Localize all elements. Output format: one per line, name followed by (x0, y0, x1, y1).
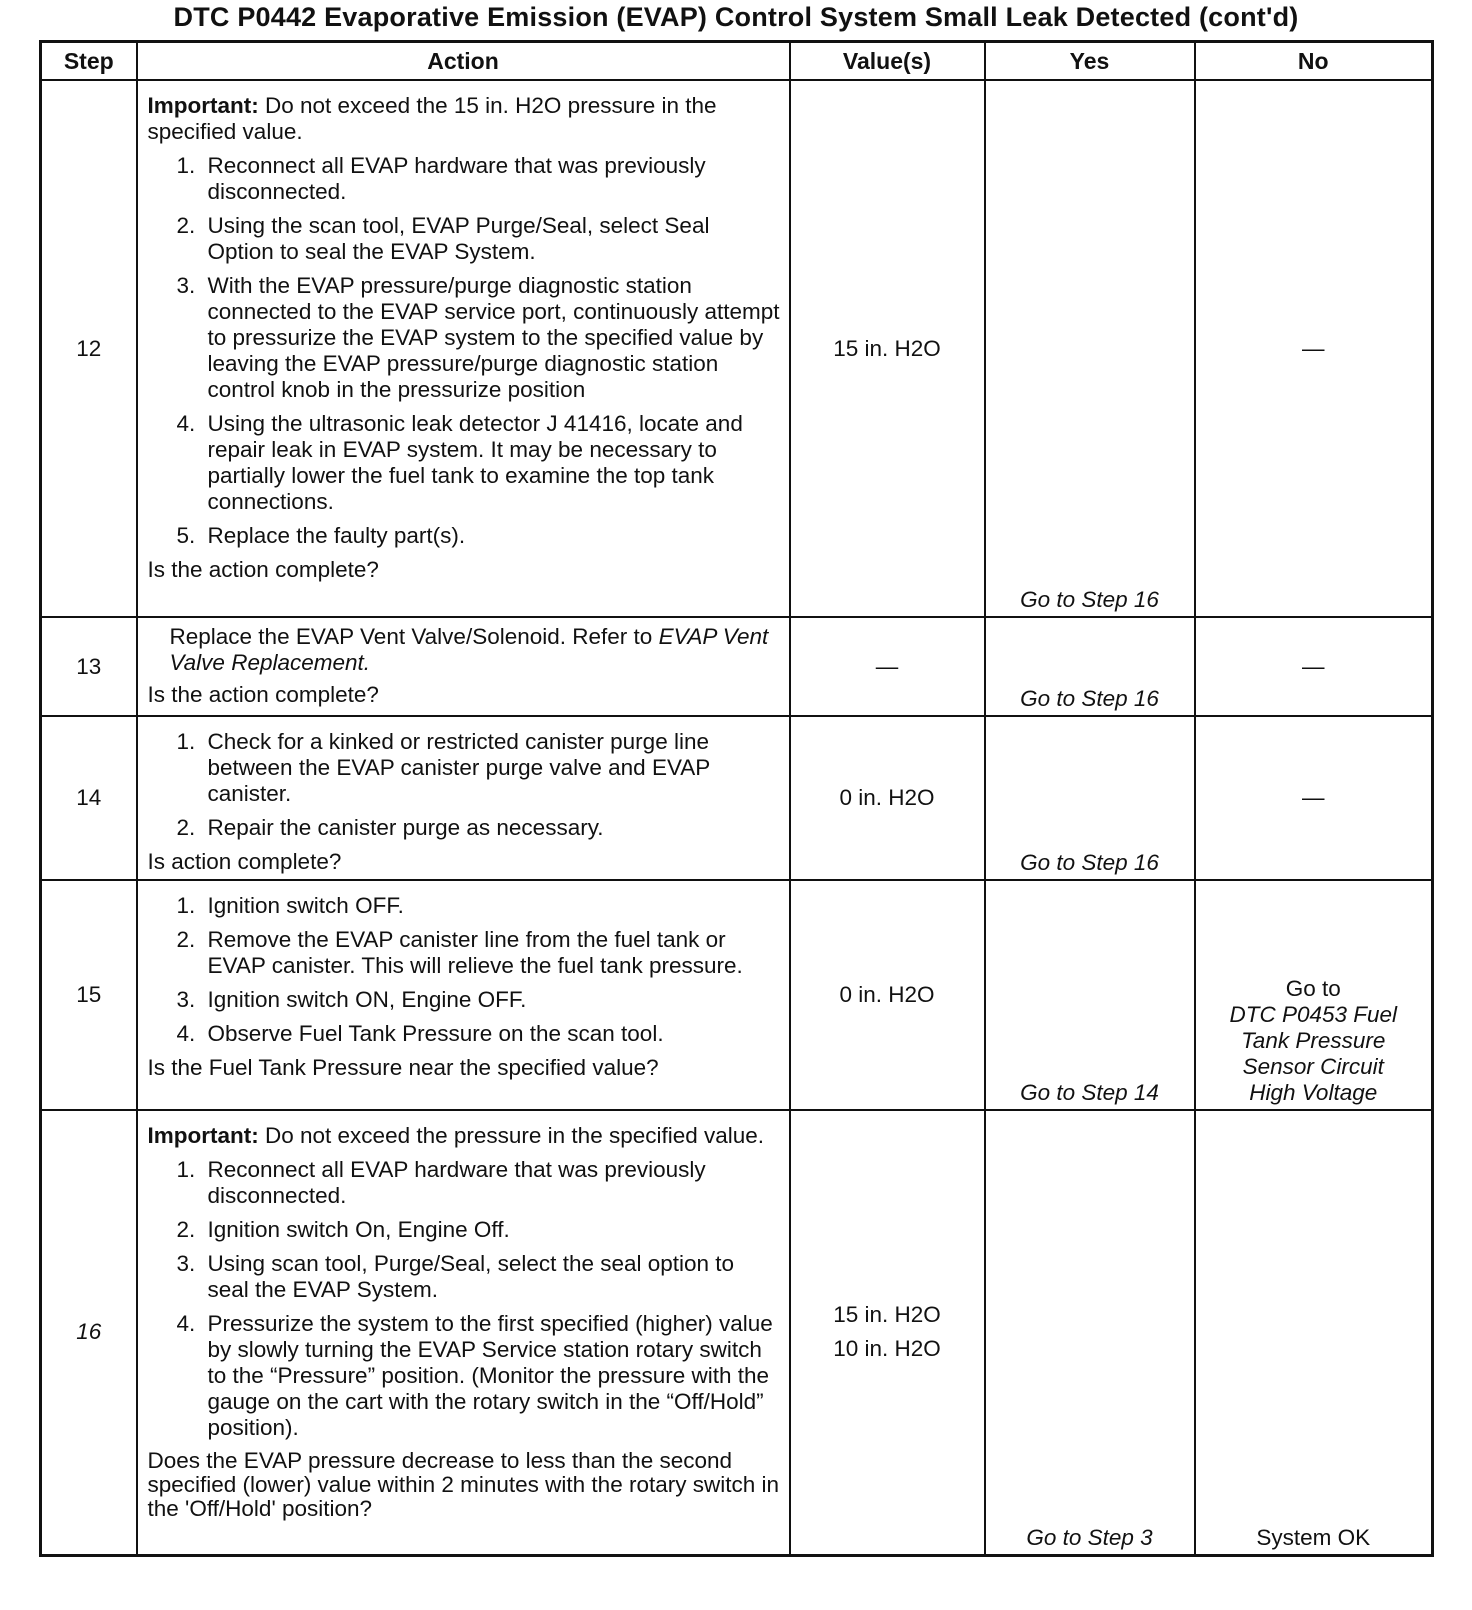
step-number: 15 (41, 880, 137, 1110)
list-item: 3. Using scan tool, Purge/Seal, select the seal option to seal the EVAP System. (202, 1251, 781, 1303)
step-number: 12 (41, 80, 137, 617)
no-cell: — (1195, 80, 1433, 617)
header-no: No (1195, 42, 1433, 81)
no-cell-dtc-line: High Voltage (1249, 1080, 1378, 1105)
no-cell-reference (1196, 976, 1432, 1106)
header-action: Action (137, 42, 790, 81)
action-steps-list (148, 153, 781, 549)
action-steps-list (148, 1157, 781, 1441)
important-label: Important: (147, 1123, 259, 1148)
no-cell: System OK (1195, 1110, 1433, 1555)
action-steps-list (148, 729, 781, 841)
yes-cell: Go to Step 16 (985, 617, 1195, 716)
action-question: Is the action complete? (147, 682, 379, 707)
table-header-row (41, 42, 1433, 81)
no-cell-goto: Go to (1285, 976, 1341, 1001)
table-row (41, 1110, 1433, 1555)
no-cell: — (1195, 617, 1433, 716)
list-item: 2. Using the scan tool, EVAP Purge/Seal, select Seal Option to seal the EVAP System. (202, 213, 781, 265)
list-item: 2. Remove the EVAP canister line from the fuel tank or EVAP canister. This will relieve the fuel tank pressure. (202, 927, 781, 979)
value-cell: 15 in. H2O (790, 80, 985, 617)
important-label: Important: (147, 93, 259, 118)
value-cell: — (790, 617, 985, 716)
important-text: Do not exceed the pressure in the specified value. (258, 1123, 765, 1148)
action-question: Is action complete? (147, 849, 342, 874)
yes-cell: Go to Step 16 (985, 80, 1195, 617)
important-text: Do not exceed the 15 in. H2O pressure in the specified value. (147, 93, 717, 144)
header-yes: Yes (985, 42, 1195, 81)
important-note (148, 93, 781, 145)
list-item: 1. Reconnect all EVAP hardware that was previously disconnected. (202, 1157, 781, 1209)
action-question: Is the action complete? (147, 557, 379, 582)
header-values: Value(s) (790, 42, 985, 81)
list-item: 3. With the EVAP pressure/purge diagnostic station connected to the EVAP service port, continuously attempt to pressurize the EVAP system to the specified value by leaving the EVAP pressure/purge diagnostic station control knob in the pressurize position (202, 273, 781, 403)
action-cell (137, 880, 790, 1110)
header-step: Step (41, 42, 137, 81)
list-item: 4. Pressurize the system to the first specified (higher) value by slowly turning the EVAP Service station rotary switch to the “Pressure” position. (Monitor the pressure with the gauge on the cart with the rotary switch in the “Off/Hold” position). (202, 1311, 781, 1441)
step-number: 14 (41, 716, 137, 880)
list-item: 1. Ignition switch OFF. (202, 893, 781, 919)
no-cell-dtc-line: Tank Pressure (1241, 1028, 1386, 1053)
action-cell (137, 716, 790, 880)
value-cell (790, 1110, 985, 1555)
action-question: Is the Fuel Tank Pressure near the specified value? (147, 1055, 659, 1080)
action-cell (137, 80, 790, 617)
action-cell (137, 617, 790, 716)
value-second-specified: 10 in. H2O (833, 1336, 941, 1362)
list-item: 3. Ignition switch ON, Engine OFF. (202, 987, 781, 1013)
step-number: 13 (41, 617, 137, 716)
table-row (41, 80, 1433, 617)
no-cell: — (1195, 716, 1433, 880)
value-cell: 0 in. H2O (790, 716, 985, 880)
list-item: 1. Check for a kinked or restricted canister purge line between the EVAP canister purge valve and EVAP canister. (202, 729, 781, 807)
list-item: 1. Reconnect all EVAP hardware that was previously disconnected. (202, 153, 781, 205)
action-text-plain: Replace the EVAP Vent Valve/Solenoid. Refer to (169, 624, 659, 649)
action-question: Does the EVAP pressure decrease to less than the second specified (lower) value within 2 minutes with the rotary switch in the 'Off/Hold' position? (147, 1448, 780, 1521)
step-number: 16 (41, 1110, 137, 1555)
yes-cell: Go to Step 16 (985, 716, 1195, 880)
list-item: 4. Using the ultrasonic leak detector J 41416, locate and repair leak in EVAP system. It may be necessary to partially lower the fuel tank to examine the top tank connections. (202, 411, 781, 515)
no-cell-dtc-line: DTC P0453 Fuel (1229, 1002, 1398, 1027)
list-item: 2. Ignition switch On, Engine Off. (202, 1217, 781, 1243)
list-item: 4. Observe Fuel Tank Pressure on the scan tool. (202, 1021, 781, 1047)
value-cell: 0 in. H2O (790, 880, 985, 1110)
action-cell (137, 1110, 790, 1555)
action-text (148, 624, 781, 676)
diagnostic-table (39, 40, 1434, 1557)
yes-cell: Go to Step 3 (985, 1110, 1195, 1555)
value-first-specified: 15 in. H2O (833, 1302, 941, 1328)
table-row (41, 617, 1433, 716)
list-item: 5. Replace the faulty part(s). (202, 523, 781, 549)
table-row (41, 716, 1433, 880)
no-cell-dtc-line: Sensor Circuit (1242, 1054, 1384, 1079)
no-cell (1195, 880, 1433, 1110)
important-note (148, 1123, 781, 1149)
yes-cell: Go to Step 14 (985, 880, 1195, 1110)
procedure-reference: EVAP Vent Valve Replacement. (169, 624, 769, 675)
table-row (41, 880, 1433, 1110)
page-title: DTC P0442 Evaporative Emission (EVAP) Control System Small Leak Detected (cont'd) (173, 2, 1299, 32)
action-steps-list (148, 893, 781, 1047)
list-item: 2. Repair the canister purge as necessary. (202, 815, 781, 841)
